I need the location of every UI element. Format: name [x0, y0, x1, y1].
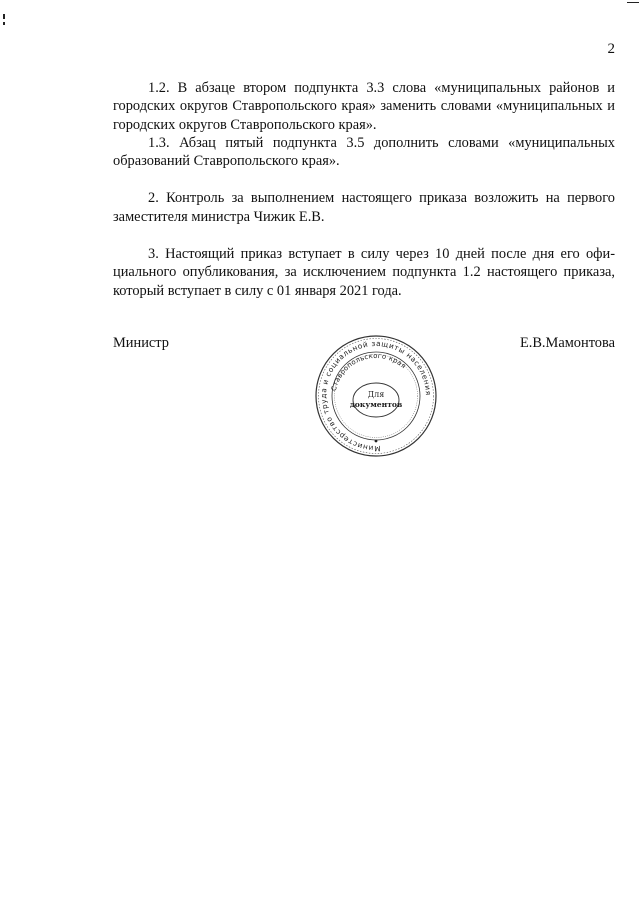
seal-ring-text: Министерство труда и социальной защиты населения [318, 338, 434, 454]
paragraph-3: 3. Настоящий приказ вступает в силу через 10 дней после дня его официального опубликования, за исключением подпункта 1.2 настоящего приказа, который вступает в силу с 01 января 2021 года. [113, 246, 615, 299]
official-seal [313, 333, 439, 459]
scan-mark-top-right [627, 2, 639, 3]
seal-center-line-1: Для [367, 390, 385, 399]
signature-title: Министр [113, 335, 169, 351]
seal-center-line-2: документов [349, 400, 403, 409]
paragraph-1-3: 1.3. Абзац пятый подпункта 3.5 дополнить словами «муниципальных образований Ставропольского края». [113, 134, 615, 170]
paragraph-1-2: 1.2. В абзаце втором подпункта 3.3 слова «муниципальных районов и городских округов Ставропольского края» заменить словами «муниципальных и городских округов Ставропольского края». [113, 80, 615, 133]
scan-mark-top-left [3, 14, 5, 19]
paragraph-2: 2. Контроль за выполнением настоящего приказа возложить на первого заместителя министра Чижик Е.В. [113, 190, 615, 225]
seal-inner-text: Ставропольского края [329, 351, 408, 392]
page-number: 2 [607, 41, 615, 57]
signature-name: Е.В.Мамонтова [519, 335, 615, 351]
scan-mark-top-left-2 [3, 22, 5, 25]
document-body [113, 79, 615, 300]
